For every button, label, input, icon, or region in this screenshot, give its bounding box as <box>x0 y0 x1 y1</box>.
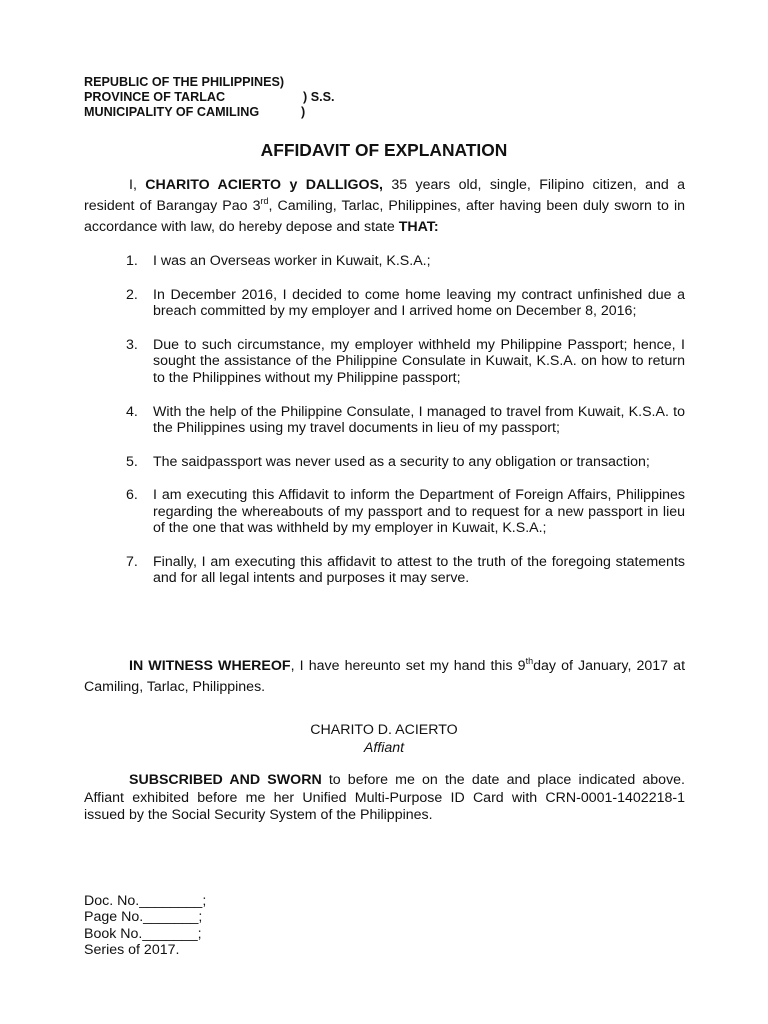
statement-item: 3. Due to such circumstance, my employer withheld my Philippine Passport; hence, I sought the assistance of the Philippine Consulate in Kuwait, K.S.A. on how to return to the Philippines without my Philippine passport; <box>126 337 685 386</box>
venue-republic-text: REPUBLIC OF THE PHILIPPINES) <box>84 75 285 89</box>
venue-province-text: PROVINCE OF TARLAC <box>84 90 226 104</box>
venue-line-province <box>84 90 335 105</box>
statement-item: 5. The saidpassport was never used as a security to any obligation or transaction; <box>126 453 650 470</box>
document-title: AFFIDAVIT OF EXPLANATION <box>260 140 508 160</box>
witness-paragraph: IN WITNESS WHEREOF, I have hereunto set my hand this 9thday of January, 2017 at Camiling, Tarlac, Philippines. <box>84 656 686 695</box>
statement-item: 1. I was an Overseas worker in Kuwait, K.S.A.; <box>126 253 431 269</box>
statement-list <box>126 253 685 604</box>
venue-municipality-text: MUNICIPALITY OF CAMILING <box>84 105 260 119</box>
series-line: Series of 2017. <box>84 942 180 959</box>
statement-item: 4. With the help of the Philippine Consulate, I managed to travel from Kuwait, K.S.A. to the Philippines using my travel documents in lieu of my passport; <box>126 403 685 436</box>
intro-paragraph: I, CHARITO ACIERTO y DALLIGOS, 35 years old, single, Filipino citizen, and a resident of Barangay Pao 3rd, Camiling, Tarlac, Philippines, after having been duly sworn to in accordance with law, do hereby depose and state THAT: <box>84 177 686 235</box>
statement-item: 2. In December 2016, I decided to come home leaving my contract unfinished due a breach committed by my employer and I arrived home on December 8, 2016; <box>126 286 685 320</box>
statement-item: 6. I am executing this Affidavit to inform the Department of Foreign Affairs, Philippines regarding the whereabouts of my passport and to request for a new passport in lieu of the one that was withheld by my employer in Kuwait, K.S.A.; <box>126 487 685 537</box>
book-number-line: Book No._______; <box>84 925 202 942</box>
jurat-paragraph: SUBSCRIBED AND SWORN to before me on the date and place indicated above. Affiant exhibited before me her Unified Multi-Purpose ID Card with CRN-0001-1402218-1 issued by the Social Security System of the Philippines. <box>84 772 685 824</box>
affiant-role-label: Affiant <box>363 740 405 756</box>
venue-paren-text: ) <box>301 105 306 119</box>
venue-line-republic <box>84 75 284 90</box>
venue-line-municipality <box>84 105 306 120</box>
notarial-register <box>84 893 206 959</box>
page-number-line: Page No._______; <box>84 909 203 926</box>
venue-ss-text: ) S.S. <box>303 90 335 104</box>
affiant-signature-name: CHARITO D. ACIERTO <box>310 722 458 738</box>
venue-header <box>84 75 335 120</box>
doc-number-line: Doc. No.________; <box>84 893 207 909</box>
statement-item: 7. Finally, I am executing this affidavit to attest to the truth of the foregoing statements and for all legal intents and purposes it may serve. <box>126 553 685 587</box>
affiant-full-name: CHARITO ACIERTO y DALLIGOS, <box>145 177 383 193</box>
